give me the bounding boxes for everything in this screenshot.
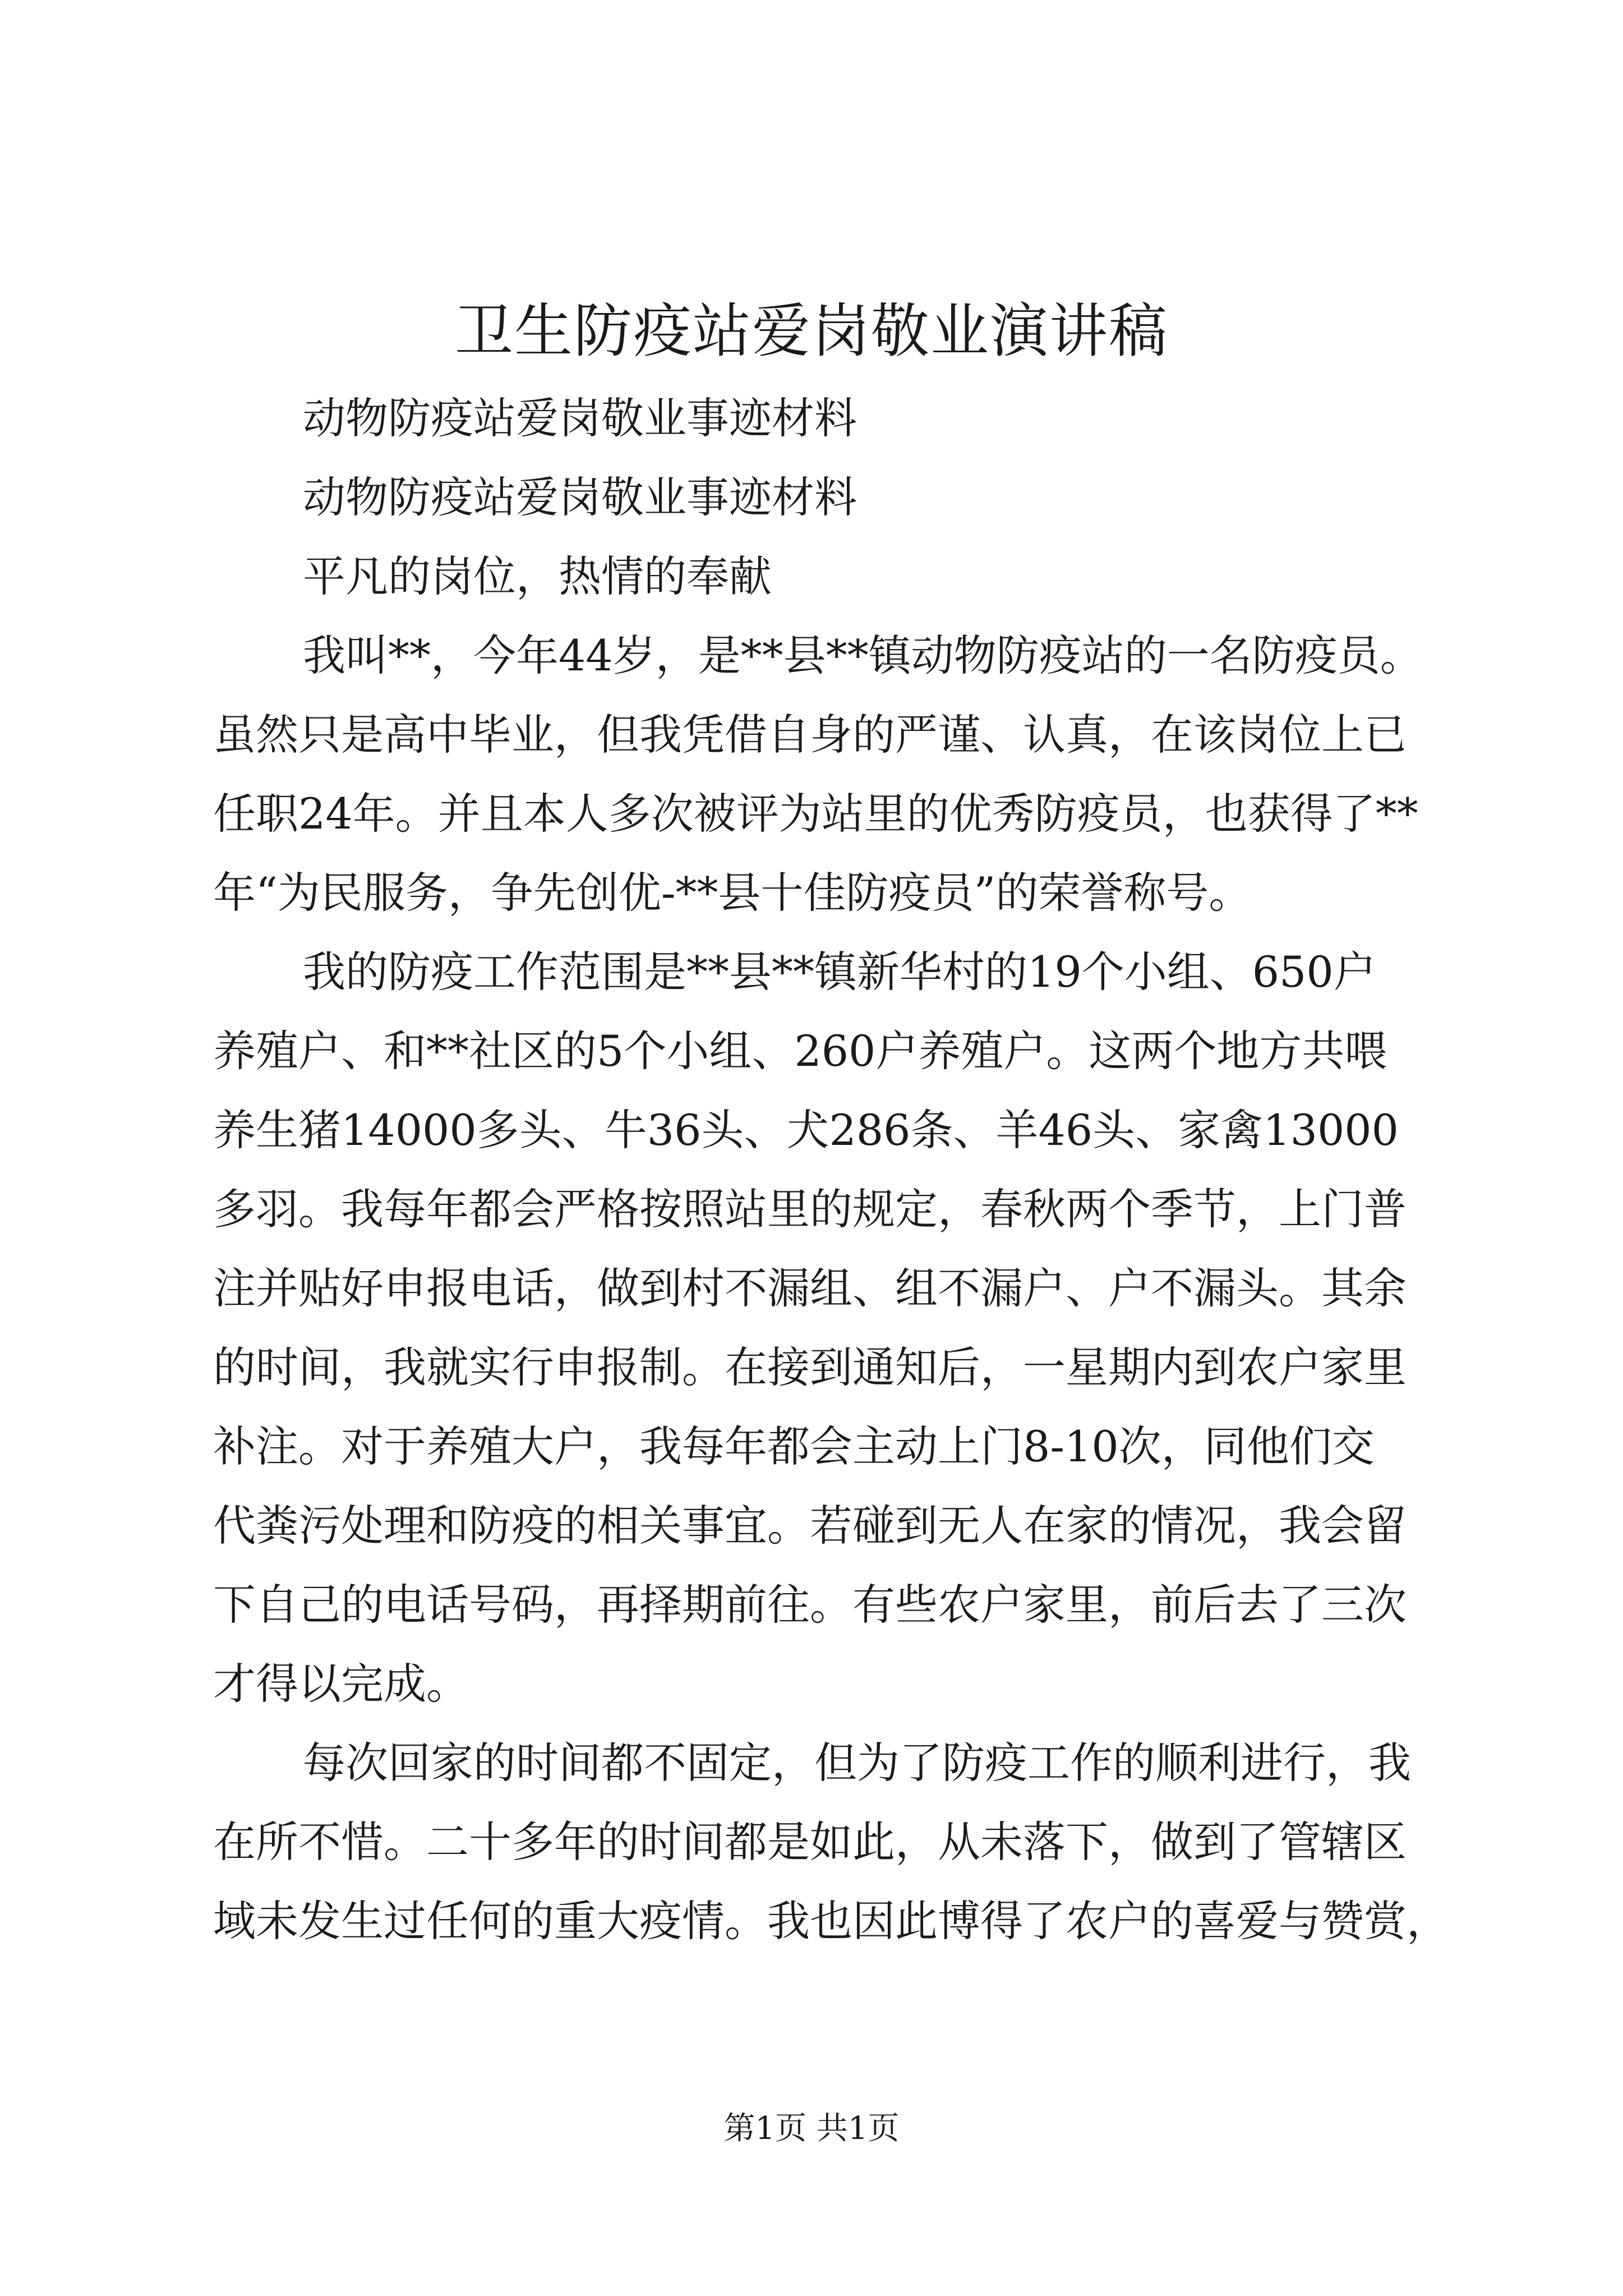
text-line: 年“为民服务，争先创优-**县十佳防疫员”的荣誉称号。	[213, 868, 1252, 918]
text-line: 动物防疫站爱岗敬业事迹材料	[303, 472, 857, 522]
text-line: 养生猪14000多头、牛36头、犬286条、羊46头、家禽13000	[213, 1105, 1399, 1155]
text-line: 在所不惜。二十多年的时间都是如此，从未落下，做到了管辖区	[213, 1817, 1407, 1867]
text-line: 动物防疫站爱岗敬业事迹材料	[303, 393, 857, 443]
text-line: 我叫**，今年44岁，是**县**镇动物防疫站的一名防疫员。	[303, 631, 1423, 680]
text-line: 任职24年。并且本人多次被评为站里的优秀防疫员，也获得了**	[213, 789, 1418, 839]
text-line: 多羽。我每年都会严格按照站里的规定，春秋两个季节，上门普	[213, 1184, 1407, 1234]
text-line: 我的防疫工作范围是**县**镇新华村的19个小组、650户	[303, 947, 1376, 997]
document-body	[213, 379, 1449, 1961]
document-title: 卫生防疫站爱岗敬业演讲稿	[454, 297, 1168, 365]
text-line: 代粪污处理和防疫的相关事宜。若碰到无人在家的情况，我会留	[213, 1501, 1407, 1550]
text-line: 域未发生过任何的重大疫情。我也因此博得了农户的喜爱与赞赏，	[213, 1896, 1449, 1946]
text-line: 补注。对于养殖大户，我每年都会主动上门8-10次，同他们交	[213, 1421, 1375, 1471]
page-footer: 第1页 共1页	[723, 2110, 900, 2147]
text-line: 虽然只是高中毕业，但我凭借自身的严谨、认真，在该岗位上已	[213, 710, 1407, 760]
text-line: 养殖户、和**社区的5个小组、260户养殖户。这两个地方共喂	[213, 1026, 1387, 1076]
text-line: 下自己的电话号码，再择期前往。有些农户家里，前后去了三次	[213, 1580, 1407, 1630]
text-line: 注并贴好申报电话，做到村不漏组、组不漏户、户不漏头。其余	[213, 1263, 1407, 1313]
text-line: 每次回家的时间都不固定，但为了防疫工作的顺利进行，我	[303, 1738, 1411, 1788]
text-line: 才得以完成。	[213, 1659, 469, 1709]
text-line: 平凡的岗位，热情的奉献	[303, 551, 772, 601]
text-line: 的时间，我就实行申报制。在接到通知后，一星期内到农户家里	[213, 1342, 1407, 1392]
